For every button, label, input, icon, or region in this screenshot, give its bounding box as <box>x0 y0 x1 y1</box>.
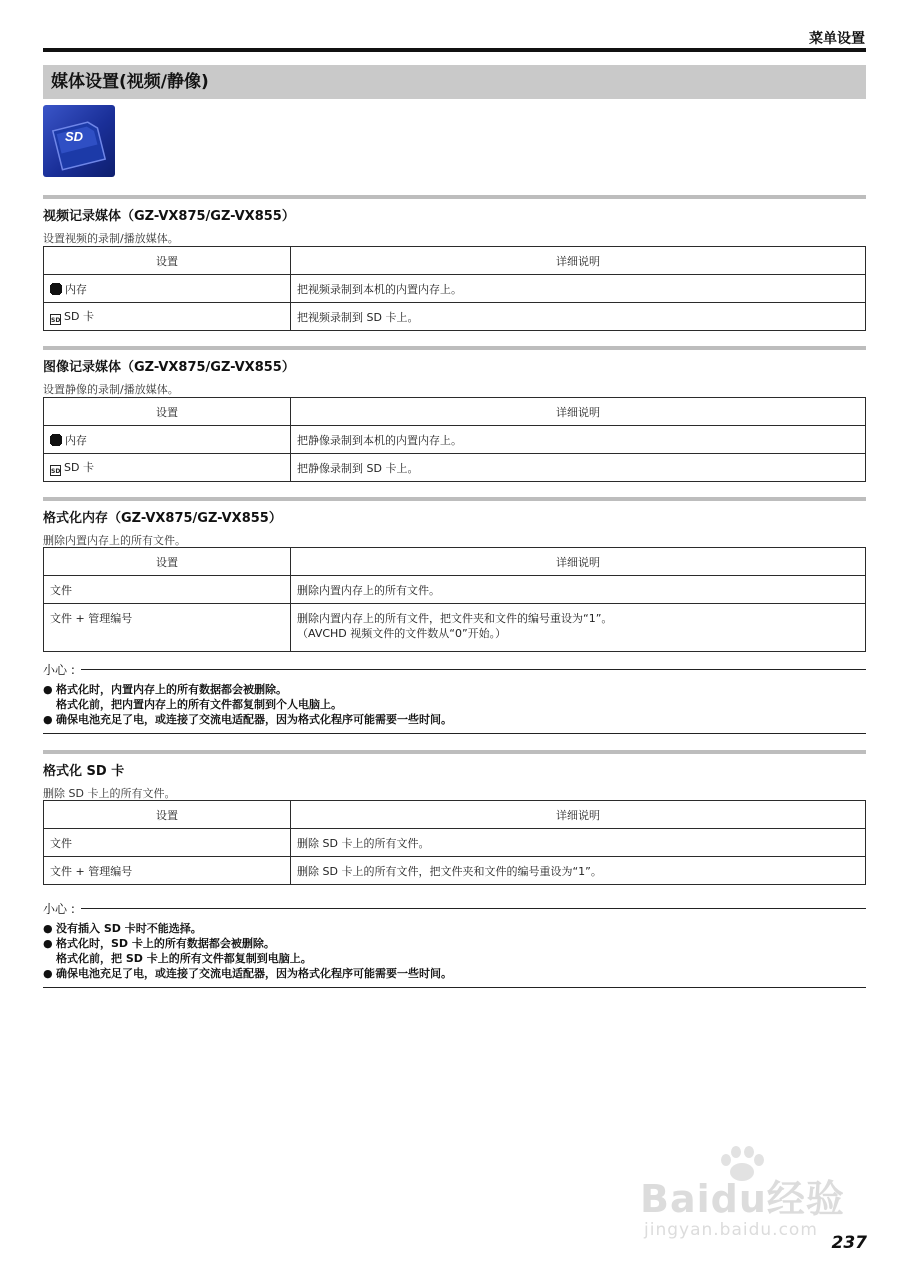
table-row <box>44 604 866 652</box>
header-category: 菜单设置 <box>809 31 865 47</box>
setting-cell: 文件 <box>44 829 291 857</box>
table-row <box>44 454 866 482</box>
section-title: 图像记录媒体（GZ-VX875/GZ-VX855） <box>43 360 295 375</box>
column-header-detail: 详细说明 <box>291 398 866 426</box>
table-row <box>44 426 866 454</box>
bullet-icon: ● <box>43 922 53 935</box>
setting-label: SD 卡 <box>64 310 94 323</box>
table-header-row <box>44 398 866 426</box>
caution-rule <box>81 908 866 909</box>
detail-cell: 把视频录制到 SD 卡上。 <box>291 303 866 331</box>
caution-header <box>43 661 866 678</box>
setting-cell <box>44 454 291 482</box>
sd-icon: SD <box>50 314 61 325</box>
caution-item: ● 格式化时，内置内存上的所有数据都会被删除。 格式化前，把内置内存上的所有文件都复制到个人电脑上。 <box>43 683 342 711</box>
watermark-url: jingyan.baidu.com <box>644 1220 818 1240</box>
setting-cell: 文件 + 管理编号 <box>44 857 291 885</box>
setting-cell: 文件 <box>44 576 291 604</box>
format-sd-table <box>43 800 866 885</box>
bullet-icon: ● <box>43 967 53 980</box>
column-header-setting: 设置 <box>44 801 291 829</box>
setting-cell <box>44 275 291 303</box>
setting-cell <box>44 303 291 331</box>
caution-end-rule <box>43 987 866 988</box>
detail-cell: 把静像录制到 SD 卡上。 <box>291 454 866 482</box>
section-title: 格式化内存（GZ-VX875/GZ-VX855） <box>43 511 282 526</box>
setting-label: 内存 <box>65 433 87 447</box>
baidu-watermark <box>640 1150 870 1245</box>
video-media-table <box>43 246 866 331</box>
watermark-main: Baidu经验 <box>640 1177 845 1221</box>
bullet-icon: ● <box>43 683 53 696</box>
page-number: 237 <box>831 1233 867 1253</box>
caution-item: ● 没有插入 SD 卡时不能选择。 <box>43 922 202 935</box>
section-title: 视频记录媒体（GZ-VX875/GZ-VX855） <box>43 209 295 224</box>
image-media-table <box>43 397 866 482</box>
header-rule <box>43 48 866 52</box>
column-header-setting: 设置 <box>44 247 291 275</box>
setting-cell <box>44 426 291 454</box>
detail-cell: 把视频录制到本机的内置内存上。 <box>291 275 866 303</box>
column-header-detail: 详细说明 <box>291 247 866 275</box>
section-divider <box>43 750 866 754</box>
column-header-detail: 详细说明 <box>291 548 866 576</box>
caution-item: ● 确保电池充足了电，或连接了交流电适配器，因为格式化程序可能需要一些时间。 <box>43 713 452 726</box>
caution-label: 小心 : <box>43 902 75 916</box>
caution-header <box>43 900 866 917</box>
section-format-sd <box>43 750 866 801</box>
bullet-icon: ● <box>43 713 53 726</box>
table-row <box>44 857 866 885</box>
section-divider <box>43 195 866 199</box>
memory-icon <box>50 283 62 295</box>
column-header-setting: 设置 <box>44 398 291 426</box>
caution-box <box>43 661 866 734</box>
setting-cell: 文件 + 管理编号 <box>44 604 291 652</box>
section-divider <box>43 497 866 501</box>
detail-line: 删除内置内存上的所有文件，把文件夹和文件的编号重设为“1”。 <box>297 612 613 625</box>
caution-item: ● 确保电池充足了电，或连接了交流电适配器，因为格式化程序可能需要一些时间。 <box>43 967 452 980</box>
table-header-row <box>44 247 866 275</box>
table-row <box>44 576 866 604</box>
table-header-row <box>44 548 866 576</box>
caution-list <box>43 682 866 727</box>
section-image-media <box>43 346 866 397</box>
setting-label: 内存 <box>65 282 87 296</box>
bullet-icon: ● <box>43 937 53 950</box>
detail-cell <box>291 604 866 652</box>
detail-cell: 把静像录制到本机的内置内存上。 <box>291 426 866 454</box>
sd-card-icon <box>43 105 115 177</box>
format-memory-table <box>43 547 866 652</box>
caution-list <box>43 921 866 981</box>
section-format-memory <box>43 497 866 548</box>
detail-cell: 删除 SD 卡上的所有文件。 <box>291 829 866 857</box>
sd-icon: SD <box>50 465 61 476</box>
column-header-setting: 设置 <box>44 548 291 576</box>
section-description: 删除 SD 卡上的所有文件。 <box>43 787 176 800</box>
setting-label: SD 卡 <box>64 461 94 474</box>
detail-line: （AVCHD 视频文件的文件数从“0”开始。） <box>297 627 507 640</box>
table-row <box>44 829 866 857</box>
detail-cell: 删除内置内存上的所有文件。 <box>291 576 866 604</box>
section-title: 格式化 SD 卡 <box>43 764 125 779</box>
memory-icon <box>50 434 62 446</box>
section-description: 设置静像的录制/播放媒体。 <box>43 383 179 396</box>
table-row <box>44 303 866 331</box>
table-row <box>44 275 866 303</box>
section-description: 设置视频的录制/播放媒体。 <box>43 232 179 245</box>
caution-rule <box>81 669 866 670</box>
detail-cell: 删除 SD 卡上的所有文件，把文件夹和文件的编号重设为“1”。 <box>291 857 866 885</box>
sd-logo-text: SD <box>65 129 84 144</box>
column-header-detail: 详细说明 <box>291 801 866 829</box>
caution-item: ● 格式化时，SD 卡上的所有数据都会被删除。 格式化前，把 SD 卡上的所有文件都复制到电脑上。 <box>43 937 312 965</box>
caution-end-rule <box>43 733 866 734</box>
section-description: 删除内置内存上的所有文件。 <box>43 534 186 547</box>
caution-label: 小心 : <box>43 663 75 677</box>
section-video-media <box>43 195 866 246</box>
table-header-row <box>44 801 866 829</box>
section-divider <box>43 346 866 350</box>
caution-box <box>43 900 866 988</box>
page-title: 媒体设置(视频/静像) <box>43 65 866 99</box>
